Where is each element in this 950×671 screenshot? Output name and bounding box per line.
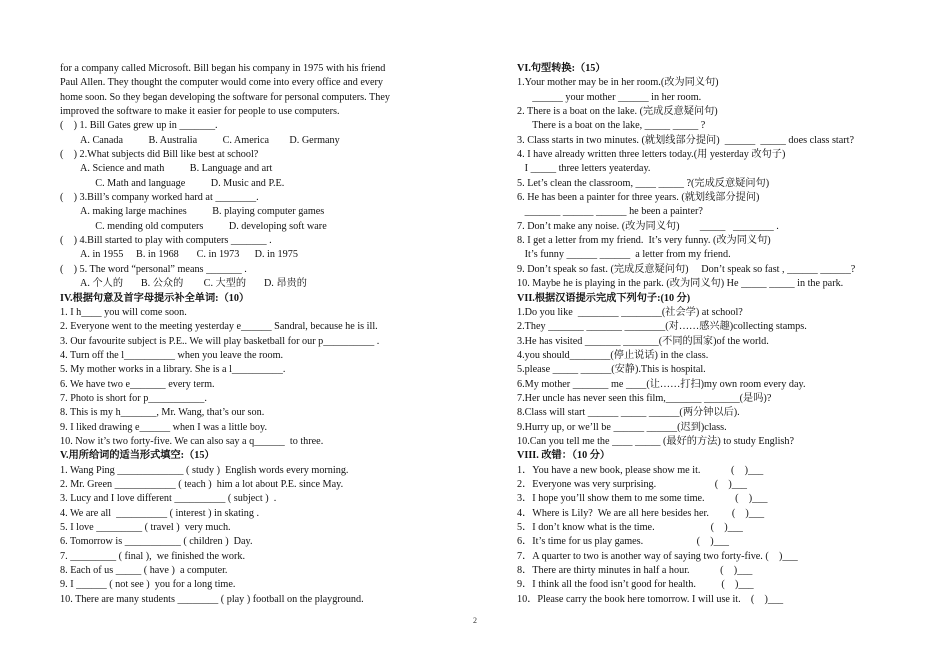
exercise-item: 6. Tomorrow is ___________ ( children ) Day. — [60, 536, 253, 548]
exercise-line: 8.Class will start ______ _____ ______(两分钟以后). — [517, 407, 740, 419]
exercise-line: 10.Can you tell me the ____ _____ (最好的方法) to study English? — [517, 435, 795, 447]
exercise-line: 2.They _______ _______ ________(对……感兴趣)collecting stamps. — [517, 321, 807, 333]
right-column — [517, 62, 897, 607]
exercise-item: 3. Our favourite subject is P.E.. We will play basketball for our p__________ . — [60, 335, 380, 347]
exercise-line: 10. Maybe he is playing in the park. (改为同义句) He _____ _____ in the park. — [517, 278, 844, 290]
question-stem: ( ) 3.Bill’s company worked hard at ________. — [60, 192, 259, 204]
exercise-line: 9. Don’t speak so fast. (完成反意疑问句) Don’t speak so fast , ______ ______? — [517, 263, 856, 275]
question-options: C. Math and language D. Music and P.E. — [80, 177, 285, 189]
question-stem: ( ) 5. The word “personal” means _______ . — [60, 263, 247, 275]
exercise-line: 5.please _____ ______(安静).This is hospital. — [517, 364, 706, 376]
section-v — [60, 449, 440, 607]
section-vi — [517, 62, 897, 292]
exercise-line: 1.Your mother may be in her room.(改为同义句) — [517, 77, 719, 89]
exercise-line: 4.you should________(停止说话) in the class. — [517, 349, 709, 361]
exercise-line: 3．I hope you’ll show them to me some time. ( )___ — [517, 493, 768, 505]
exercise-line: 9．I think all the food isn’t good for health. ( )___ — [517, 579, 754, 591]
passage-line: Paul Allen. They thought the computer would come into every office and every — [60, 77, 383, 89]
exercise-item: 9. I ______ ( not see ) you for a long time. — [60, 579, 236, 591]
exercise-item: 4. We are all __________ ( interest ) in skating . — [60, 507, 260, 519]
exercise-line: 5．I don’t know what is the time. ( )___ — [517, 522, 743, 533]
question-stem: ( ) 2.What subjects did Bill like best at school? — [60, 149, 259, 161]
exercise-item: 3. Lucy and I love different __________ ( subject ) . — [60, 493, 277, 505]
section-vii — [517, 292, 897, 450]
question-options: A. Science and math B. Language and art — [80, 163, 273, 175]
exercise-line: 2．Everyone was very surprising. ( )___ — [517, 478, 748, 490]
section-iv — [60, 292, 440, 450]
exercise-line: 10．Please carry the book here tomorrow. I will use it. ( )___ — [517, 593, 784, 605]
question-options: C. mending old computers D. developing soft ware — [80, 220, 327, 232]
exercise-line: 7．A quarter to two is another way of saying two forty-five. ( )___ — [517, 550, 798, 562]
question-options: A. in 1955 B. in 1968 C. in 1973 D. in 1975 — [80, 249, 298, 261]
section-viii — [517, 449, 897, 607]
section-heading: VIII. 改错：（10 分） — [517, 450, 611, 462]
exercise-line: It’s funny ______ ______ a letter from my friend. — [517, 249, 731, 261]
exercise-line: 2. There is a boat on the lake. (完成反意疑问句) — [517, 106, 718, 118]
exercise-line: 3. Class starts in two minutes. (就划线部分提问) ______ _____ does class start? — [517, 134, 855, 146]
exercise-item: 9. I liked drawing e______ when I was a little boy. — [60, 421, 268, 433]
exercise-item: 8. This is my h_______, Mr. Wang, that’s our son. — [60, 407, 265, 419]
exercise-line: _______ ______ ______ he been a painter? — [517, 206, 703, 218]
question-options: A. making large machines B. playing computer games — [80, 206, 325, 218]
exercise-item: 10. Now it’s two forty-five. We can also say a q______ to three. — [60, 435, 324, 447]
exercise-line: 8. I get a letter from my friend. It’s very funny. (改为同义句) — [517, 235, 771, 247]
exercise-item: 1. Wang Ping _____________ ( study ) English words every morning. — [60, 464, 349, 476]
left-column — [60, 62, 440, 607]
exercise-line: 6.My mother _______ me ____(让……打扫)my own room every day. — [517, 378, 806, 390]
exercise-item: 7. Photo is short for p___________. — [60, 392, 207, 404]
exercise-item: 8. Each of us _____ ( have ) a computer. — [60, 565, 228, 577]
page-number: 2 — [473, 616, 477, 625]
exercise-line: 8．There are thirty minutes in half a hour. ( )___ — [517, 565, 753, 577]
exercise-item: 2. Mr. Green ____________ ( teach ) him a lot about P.E. since May. — [60, 478, 344, 490]
passage-line: improved the software to make it easier for people to use computers. — [60, 106, 340, 118]
exercise-line: I _____ three letters yeaterday. — [517, 163, 651, 175]
section-heading: VII.根据汉语提示完成下列句子:(10 分) — [517, 292, 691, 304]
exercise-line: ______ your mother ______ in her room. — [517, 91, 702, 103]
exercise-item: 10. There are many students ________ ( play ) football on the playground. — [60, 593, 364, 605]
exercise-line: 9.Hurry up, or we’ll be ______ ______(迟到)class. — [517, 421, 727, 433]
question-options: A. Canada B. Australia C. America D. Germany — [80, 134, 340, 146]
question-stem: ( ) 4.Bill started to play with computers _______ . — [60, 235, 272, 247]
reading-questions — [60, 119, 440, 291]
passage-line: home soon. So they began developing the software for personal computers. They — [60, 91, 390, 103]
exercise-line: 5. Let’s clean the classroom, ____ _____ ?(完成反意疑问句) — [517, 177, 770, 189]
exercise-line: 1.Do you like ________ ________(社会学) at school? — [517, 306, 743, 318]
exercise-item: 4. Turn off the l__________ when you leave the room. — [60, 349, 284, 361]
exercise-item: 2. Everyone went to the meeting yesterday e______ Sandral, because he is ill. — [60, 321, 378, 333]
exercise-line: 7. Don’t make any noise. (改为同义句) _____ ________ . — [517, 220, 779, 232]
section-heading: V.用所给词的适当形式填空:（15） — [60, 450, 215, 462]
exercise-line: 7.Her uncle has never seen this film,_______ _______(是吗)? — [517, 392, 772, 404]
exercise-line: 6. He has been a painter for three years. (就划线部分提问) — [517, 192, 760, 204]
exercise-line: 4. I have already written three letters today.(用 yesterday 改句子) — [517, 149, 786, 161]
question-options: A. 个人的 B. 公众的 C. 大型的 D. 昂贵的 — [80, 278, 307, 290]
exercise-item: 1. I h____ you will come soon. — [60, 306, 187, 318]
exercise-item: 7. _________ ( final ), we finished the work. — [60, 550, 246, 562]
section-heading: VI.句型转换:（15） — [517, 63, 606, 74]
exercise-line: 6．It’s time for us play games. ( )___ — [517, 536, 729, 548]
exercise-line: 4．Where is Lily? We are all here besides her. ( )___ — [517, 507, 765, 519]
passage-line: for a company called Microsoft. Bill began his company in 1975 with his friend — [60, 63, 386, 74]
exercise-item: 5. My mother works in a library. She is a l__________. — [60, 364, 286, 376]
reading-passage — [60, 62, 440, 119]
exercise-item: 6. We have two e_______ every term. — [60, 378, 215, 390]
exercise-line: 1．You have a new book, please show me it. ( )___ — [517, 464, 764, 476]
question-stem: ( ) 1. Bill Gates grew up in _______. — [60, 120, 218, 132]
exercise-line: There is a boat on the lake, _____ _____ ? — [517, 120, 706, 132]
section-heading: IV.根据句意及首字母提示补全单词:（10） — [60, 292, 250, 304]
exercise-item: 5. I love _________ ( travel ) very much. — [60, 522, 231, 533]
exercise-line: 3.He has visited _______ _______(不同的国家)of the world. — [517, 335, 769, 347]
